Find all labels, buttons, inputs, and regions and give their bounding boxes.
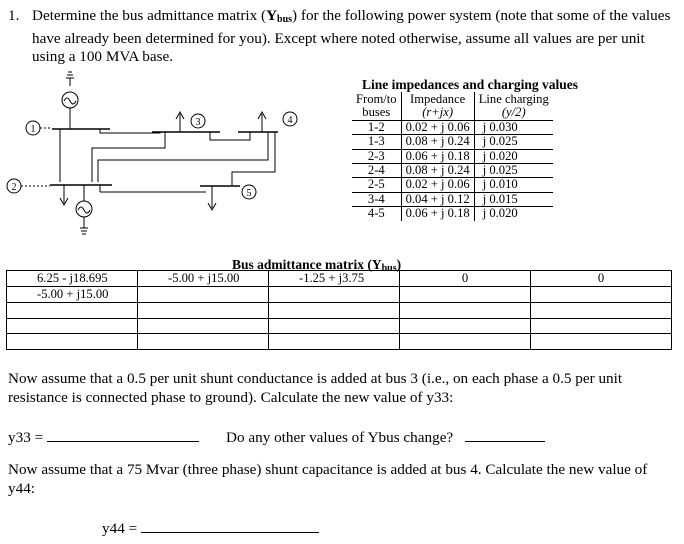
ybus-cell[interactable]: 6.25 - j18.695 <box>7 271 138 287</box>
ybus-change-question: Do any other values of Ybus change? <box>226 427 545 447</box>
ybus-row-1 <box>7 271 672 287</box>
bus-3-label: 3 <box>195 117 201 128</box>
ybus-cell[interactable]: -5.00 + j15.00 <box>138 271 269 287</box>
lt-header-impedance: Impedance <box>401 92 474 106</box>
load-5-arrow <box>208 186 216 210</box>
ybus-cell[interactable] <box>269 318 400 334</box>
ybus-change-blank[interactable] <box>465 427 545 442</box>
bus-4-label: 4 <box>287 115 293 126</box>
table-row: 2-3 0.06 + j 0.18 j 0.020 <box>352 149 553 163</box>
power-system-diagram <box>0 60 320 250</box>
ybus-cell[interactable] <box>531 334 672 350</box>
ybus-cell[interactable] <box>269 334 400 350</box>
ybus-cell[interactable] <box>531 318 672 334</box>
line-table: From/to Impedance Line charging buses (r+jx) (y/2) 1-2 0.02 + j 0.06 j 0.030 1-3 0.08 + j 0.24 j 0.025 2-3 0.06 + j 0.18 j 0.020 2-4 0.08 + j 0.24 j 0.025 2-5 0.02 + j 0.06 j 0.010 3-4 0.04 + j 0.12 j 0.015 4-5 0.06 + j 0.18 j 0.020 <box>352 92 553 221</box>
part3-text: Now assume that a 75 Mvar (three phase) shunt capacitance is added at bus 4. Calculate the new value of y44: <box>8 461 648 497</box>
table-row: 4-5 0.06 + j 0.18 j 0.020 <box>352 207 553 221</box>
table-row: 1-3 0.08 + j 0.24 j 0.025 <box>352 135 553 149</box>
ybus-title: Bus admittance matrix $(Y_{bus})$ <box>232 257 402 274</box>
ybus-cell[interactable] <box>138 287 269 303</box>
ybus-cell[interactable] <box>269 303 400 319</box>
ybus-cell[interactable]: -5.00 + j15.00 <box>7 287 138 303</box>
table-row: 1-2 0.02 + j 0.06 j 0.030 <box>352 120 553 134</box>
ybus-row-4 <box>7 318 672 334</box>
ybus-symbol: Y <box>266 7 278 24</box>
table-row: 3-4 0.04 + j 0.12 j 0.015 <box>352 192 553 206</box>
y33-answer <box>8 427 199 447</box>
ybus-cell[interactable] <box>531 287 672 303</box>
ybus-cell[interactable]: -1.25 + j3.75 <box>269 271 400 287</box>
line-table-title: Line impedances and charging values <box>362 77 579 92</box>
ybus-row-2 <box>7 287 672 303</box>
ybus-cell[interactable] <box>400 318 531 334</box>
y44-label: y44 = <box>102 520 138 537</box>
load-4-arrow <box>258 112 266 132</box>
ybus-cell[interactable] <box>7 334 138 350</box>
ybus-row-5 <box>7 334 672 350</box>
bus-5-label: 5 <box>246 188 252 199</box>
ybus-cell[interactable] <box>7 318 138 334</box>
question-number: 1. <box>8 7 20 24</box>
bus-2-label: 2 <box>11 182 17 193</box>
table-row: 2-5 0.02 + j 0.06 j 0.010 <box>352 178 553 192</box>
ybus-cell[interactable] <box>138 303 269 319</box>
ybus-cell[interactable] <box>400 303 531 319</box>
ybus-cell[interactable]: 0 <box>400 271 531 287</box>
ybus-matrix <box>6 270 672 350</box>
lt-header-charging: Line charging <box>478 92 549 106</box>
part2-text: Now assume that a 0.5 per unit shunt conductance is added at bus 3 (i.e., on each phase a 0.5 per unit resistance is connected phase to ground). Calculate the new value of y33: <box>8 370 623 406</box>
load-3-arrow <box>176 112 184 132</box>
ybus-cell[interactable]: 0 <box>531 271 672 287</box>
ybus-cell[interactable] <box>531 303 672 319</box>
y44-blank[interactable] <box>141 518 319 533</box>
ybus-cell[interactable] <box>400 334 531 350</box>
ybus-cell[interactable] <box>138 334 269 350</box>
ybus-row-3 <box>7 303 672 319</box>
generator-1-icon <box>62 72 78 129</box>
load-2-arrow <box>60 185 68 205</box>
y33-label: y33 = <box>8 429 44 446</box>
y33-blank[interactable] <box>47 427 199 442</box>
y44-answer <box>102 518 319 538</box>
question-text: Determine the bus admittance matrix $(Y_{bus})$ for the following power system (note that some of the values have already been determined for you). Except where noted otherwise, assume all values are per unit using a 100 MVA base. <box>32 7 671 65</box>
ybus-cell[interactable] <box>138 318 269 334</box>
ybus-cell[interactable] <box>7 303 138 319</box>
ybus-cell[interactable] <box>269 287 400 303</box>
bus-1-label: 1 <box>30 124 36 135</box>
ybus-cell[interactable] <box>400 287 531 303</box>
table-row: 2-4 0.08 + j 0.24 j 0.025 <box>352 164 553 178</box>
lt-header-from: From/to <box>356 92 397 106</box>
generator-2-icon <box>76 185 92 234</box>
